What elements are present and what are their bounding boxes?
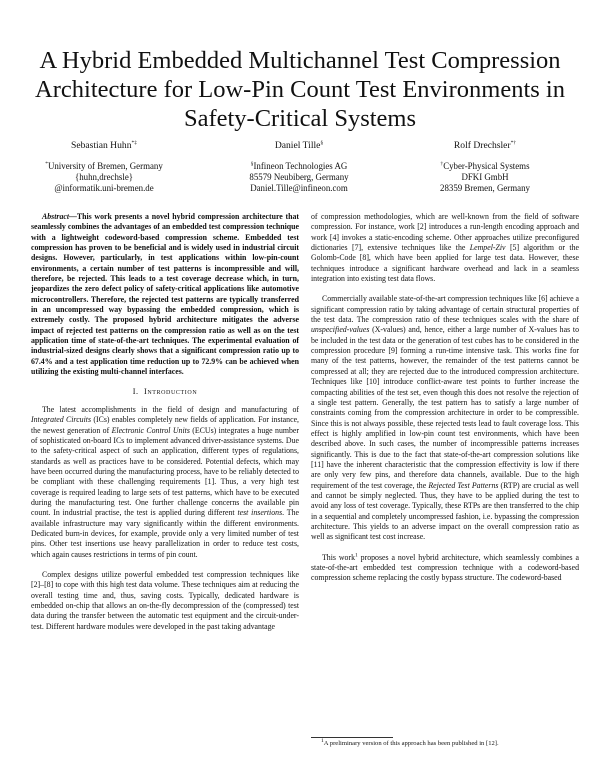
left-column bbox=[31, 212, 299, 632]
left-body-text bbox=[31, 405, 299, 632]
text-run: (ECUs) integrates a huge number of sophisticated on-board ICs to implement advanced driver-assistance systems. Due to the safety-critical aspect of such an application, different types of regulations, standards as well as practices have to be considered. Potential defects, which may have been occurred during the manufacturing process, have to be reliably detected to be compliant with these challenging requirements [1]. Thus, a very high test coverage is required leading to large sets of test patterns, which have to be executed during the manufacturing test. One further challenge concerns the available pin count. In industrial practise, the test is applied during different bbox=[31, 425, 300, 518]
right-column bbox=[311, 212, 579, 584]
author-name: Daniel Tille bbox=[274, 140, 321, 151]
affiliation-line: {huhn,drechsle} bbox=[74, 172, 134, 182]
author-mark: *‡ bbox=[131, 139, 137, 146]
author-mark: § bbox=[320, 139, 324, 146]
affiliation-mark: * bbox=[45, 161, 48, 168]
footnote-mark: 1 bbox=[321, 737, 324, 744]
text-run: Complex designs utilize powerful embedded test compression techniques like [2]–[8] to cope with this high test data volume. These techniques aim at reducing the overall testing time and, thus, saving costs. Typically, dedicated hardware is embedded on-chip that allows an on-the-fly decompression of the (compressed) test data during the transfer between the automatic test equipment and the circuit-under-test. Different hardware modules were developed in the past taking advantage bbox=[31, 570, 299, 631]
affiliation-line: @informatik.uni-bremen.de bbox=[54, 183, 154, 193]
text-run: proposes a novel hybrid architecture, which seamlessly combines a state-of-the-art embedded test compression technique with a codeword-based compression scheme replacing the costly bypass structure. The codeword-based bbox=[311, 552, 580, 583]
author-name: Sebastian Huhn bbox=[71, 140, 132, 151]
affiliation-line: DFKI GmbH bbox=[461, 172, 509, 182]
author-mark: *† bbox=[510, 139, 517, 146]
emphasis: test insertions bbox=[237, 508, 283, 518]
author-tille bbox=[224, 140, 374, 194]
paragraph bbox=[31, 405, 299, 560]
affiliation-line: 85579 Neubiberg, Germany bbox=[249, 172, 349, 182]
author-huhn bbox=[28, 140, 180, 194]
affiliation-mark: § bbox=[250, 161, 254, 168]
text-run: (ICs) enables completely new fields of application. For instance, the newest generation of bbox=[31, 415, 300, 435]
text-run: [5] algorithm or the Golomb-Code [8], which have been applied for large test data. However, these techniques introduce a significant hardware overhead and lack in a seamless integration into existing test data flows. bbox=[311, 243, 579, 284]
emphasis: Electronic Control Units bbox=[111, 425, 190, 435]
footnote-ref: 1 bbox=[355, 552, 358, 559]
affiliation-line: 28359 Bremen, Germany bbox=[440, 183, 530, 193]
text-run: (RTP) are crucial as well and cannot be simply neglected. Thus, they have to be applied during the test to avoid any loss of test coverage. Typically, these RTPs are then transferred to the chip in a sequential and completely uncompressed fashion, i.e. bypassing the compression architecture. This yields to an adverse impact on the overall compression ratio as well as significant test cost increase. bbox=[311, 480, 579, 542]
author-name: Rolf Drechsler bbox=[453, 140, 511, 151]
abstract-text: —This work presents a novel hybrid compression architecture that seamlessly combines the advantages of an embedded test compression technique with a lightweight codeword-based compression scheme. Embedded test compression has proven to be beneficial and is widely used in industrial circuit designs. However, particularly, in test applications within low-pin-count environments, a certain number of test patterns is incompressible and will, therefore, be rejected. This leads to a test coverage decrease which, in turn, jeopardizes the zero defect policy of safety-critical applications like automotive microcontrollers. Therefore, the rejected test patterns are typically transferred in an uncompressed way bypassing the embedded compression, which is extremely costly. The proposed hybrid architecture mitigates the adverse impact of rejected test patterns on the compression ratio as well as on the test application time of state-of-the-art techniques. The experimental evaluation of industrial-sized designs clearly shows that a significant compression ratio up to 67.4% and a test application time reduction up to 72.9% can be achieved when utilizing the existing multi-channel interfaces. bbox=[31, 212, 299, 377]
paragraph bbox=[311, 553, 579, 584]
paragraph bbox=[31, 570, 299, 632]
affiliation-line: Cyber-Physical Systems bbox=[443, 161, 530, 171]
emphasis: unspecified-values bbox=[311, 325, 370, 335]
text-run: (X-values) and, hence, either a large number of X-values has to be included in the test data or the generation of test cubes has to be considered in the compression procedure [9] forming a run-time intensive task. This works fine for many of the test patterns, however, the remainder of the test patterns cannot be compressed at all; they are rejected due to the introduced compression architecture. Techniques like [10] introduce conflict-aware test points to further increase the compacting abilities of the test set, even though this does not resolve the rejection of a single test pattern. Generally, the test pattern has to satisfy a large number of constraints coming from the compression architecture in order to be compressible. Since this is not always possible, these rejected tests lead to fault coverage loss. This effect is highly amplified in low-pin count test environments, which have been described above. In such cases, the number of incompressible patterns increases significantly. This is due to the fact that state-of-the-art compression solutions like [11] have the inherent characteristic that the compression effectivity is low if there are only very few pins, and therefore data channels, available. Due to the high requirement of the test coverage, the bbox=[311, 325, 579, 490]
emphasis: Lempel-Ziv bbox=[469, 243, 506, 253]
paper-title: A Hybrid Embedded Multichannel Test Compression Architecture for Low-Pin Count Test Environments in Safety-Critical Systems bbox=[35, 47, 565, 132]
footnote bbox=[311, 737, 579, 748]
section-title: Introduction bbox=[144, 386, 198, 396]
author-drechsler bbox=[410, 140, 560, 194]
text-run: The latest accomplishments in the field of design and manufacturing of bbox=[42, 404, 299, 414]
text-run: This work bbox=[322, 552, 355, 562]
affiliation-line: Daniel.Tille@infineon.com bbox=[250, 183, 348, 193]
emphasis: Rejected Test Patterns bbox=[428, 480, 499, 490]
emphasis: Integrated Circuits bbox=[31, 415, 92, 425]
affiliation-line: Infineon Technologies AG bbox=[253, 161, 348, 171]
section-heading-introduction bbox=[31, 387, 299, 397]
right-body-text bbox=[311, 212, 579, 584]
paragraph bbox=[311, 294, 579, 542]
text-run: . The available infrastructure may vary significantly within the different environments. Dedicated burn-in devices, for example, provide only a very limited number of test pins. Other test insertions use heavy parallelization in order to reduce test costs, which again causes restrictions in terms of pin count. bbox=[31, 508, 299, 559]
text-run: of compression methodologies, which are well-known from the field of software compression. For instance, work [2] introduces a run-length encoding approach and work [4] invokes a static-encoding scheme. Other approaches utilize preconfigured dictionaries [7], extensive techniques like the bbox=[311, 212, 579, 253]
text-run: Commercially available state-of-the-art compression techniques like [6] achieve a significant compression ratio by taking advantage of certain structural properties of the test data. The compression ratio of these techniques scales with the share of bbox=[311, 294, 579, 325]
abstract-label: Abstract bbox=[42, 212, 70, 221]
affiliation-mark: † bbox=[440, 161, 444, 168]
footnote-text: A preliminary version of this approach has been published in [12]. bbox=[323, 740, 499, 747]
abstract bbox=[31, 212, 299, 378]
affiliation-line: University of Bremen, Germany bbox=[47, 161, 163, 171]
section-number: I. bbox=[132, 386, 139, 396]
paragraph bbox=[311, 212, 579, 284]
